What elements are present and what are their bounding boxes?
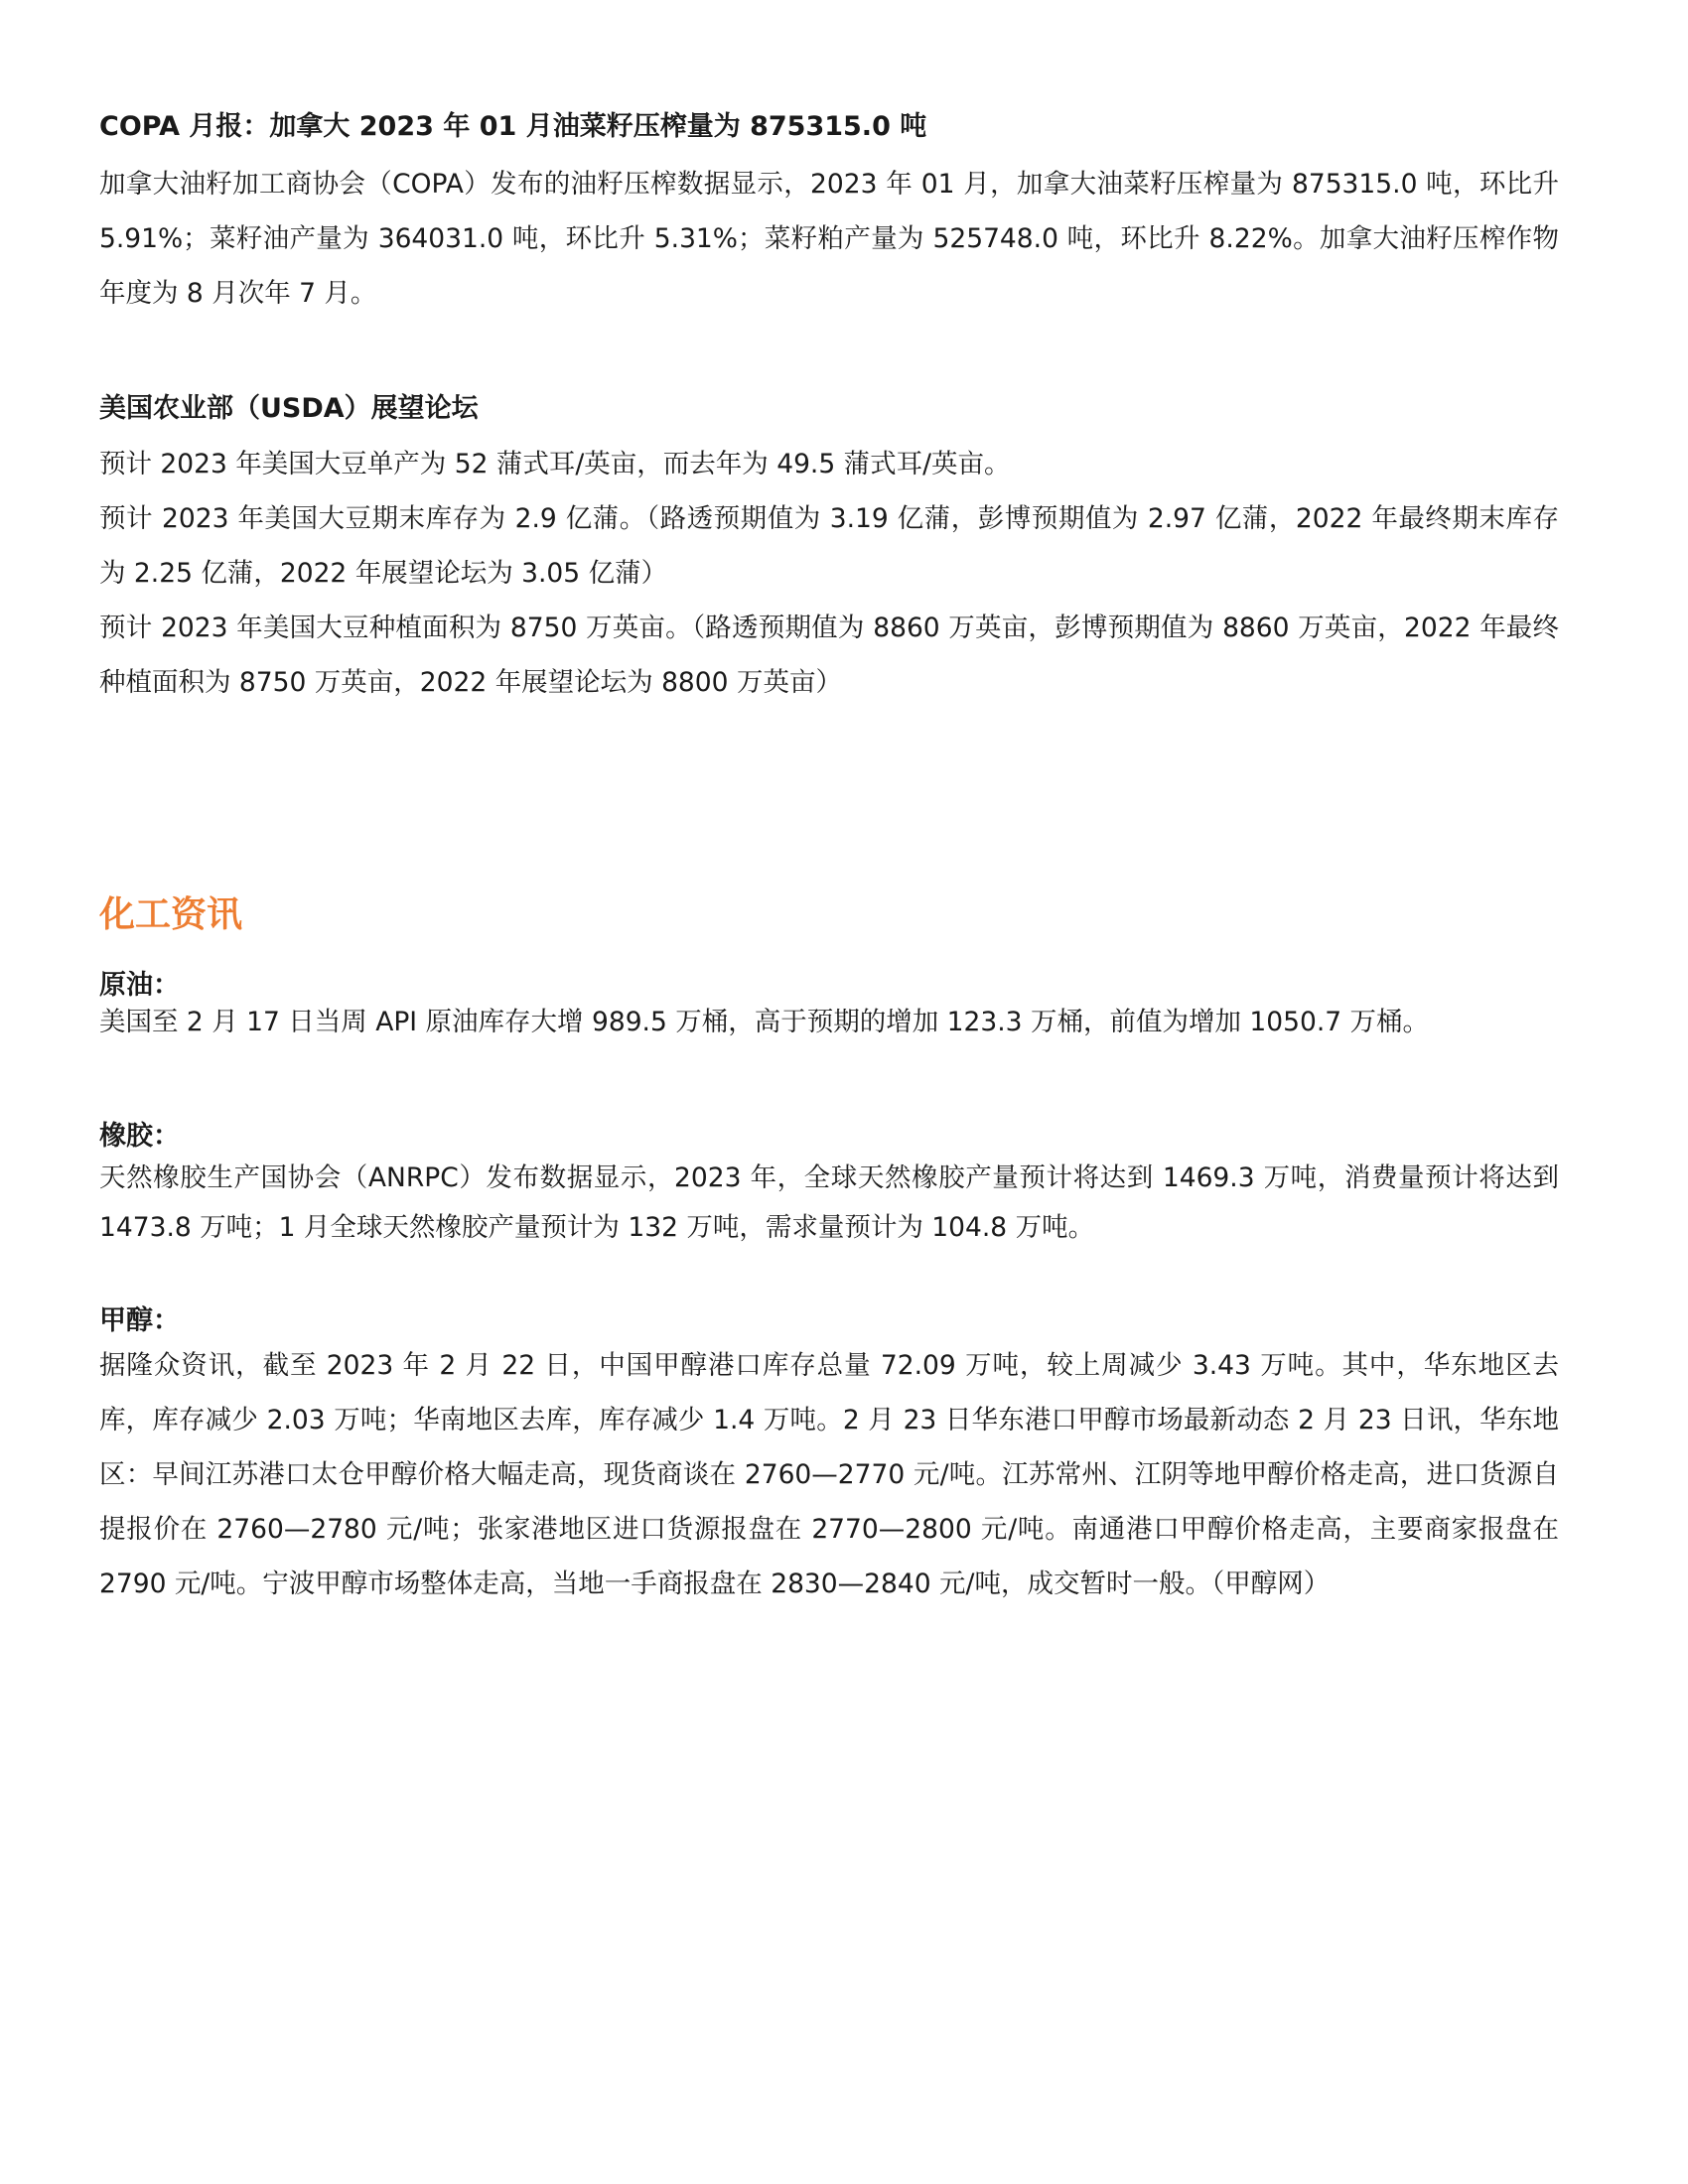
usda-paragraph-2: 预计 2023 年美国大豆期末库存为 2.9 亿蒲。（路透预期值为 3.19 亿蒲，彭博预期值为 2.97 亿蒲，2022 年最终期末库存为 2.25 亿蒲，2022 年展望论坛为 3.05 亿蒲） (99, 503, 1559, 589)
crude-oil-block (99, 969, 1559, 1042)
methanol-body: 据隆众资讯，截至 2023 年 2 月 22 日，中国甲醇港口库存总量 72.09 万吨，较上周减少 3.43 万吨。其中，华东地区去库，库存减少 2.03 万吨；华南地区去库，库存减少 1.4 万吨。2 月 23 日华东港口甲醇市场最新动态 2 月 23 日讯，华东地区：早间江苏港口太仓甲醇价格大幅走高，现货商谈在 2760—2770 元/吨。江苏常州、江阴等地甲醇价格走高，进口货源自提报价在 2760—2780 元/吨；张家港地区进口货源报盘在 2770—2800 元/吨。南通港口甲醇价格走高，主要商家报盘在 2790 元/吨。宁波甲醇市场整体走高，当地一手商报盘在 2830—2840 元/吨，成交暂时一般。（甲醇网） (99, 1350, 1559, 1599)
chemical-section (99, 891, 1559, 939)
usda-paragraph-1: 预计 2023 年美国大豆单产为 52 蒲式耳/英亩，而去年为 49.5 蒲式耳/英亩。 (99, 449, 1011, 479)
copa-body: 加拿大油籽加工商协会（COPA）发布的油籽压榨数据显示，2023 年 01 月，加拿大油菜籽压榨量为 875315.0 吨，环比升 5.91%；菜籽油产量为 364031.0 吨，环比升 5.31%；菜籽粕产量为 525748.0 吨，环比升 8.22%。加拿大油籽压榨作物年度为 8 月次年 7 月。 (99, 169, 1559, 309)
usda-heading: 美国农业部（USDA）展望论坛 (99, 393, 479, 424)
methanol-label: 甲醇： (99, 1305, 180, 1336)
usda-paragraph-3: 预计 2023 年美国大豆种植面积为 8750 万英亩。（路透预期值为 8860 万英亩，彭博预期值为 8860 万英亩，2022 年最终种植面积为 8750 万英亩，2022 年展望论坛为 8800 万英亩） (99, 613, 1559, 698)
copa-heading: COPA 月报：加拿大 2023 年 01 月油菜籽压榨量为 875315.0 吨 (99, 111, 927, 142)
rubber-block (99, 1120, 1559, 1253)
usda-section (99, 391, 1559, 427)
rubber-label: 橡胶： (99, 1121, 180, 1152)
methanol-block (99, 1304, 1559, 1611)
rubber-body: 天然橡胶生产国协会（ANRPC）发布数据显示，2023 年，全球天然橡胶产量预计将达到 1469.3 万吨，消费量预计将达到 1473.8 万吨；1 月全球天然橡胶产量预计为 132 万吨，需求量预计为 104.8 万吨。 (99, 1162, 1559, 1243)
chemical-section-title: 化工资讯 (99, 894, 243, 935)
crude-oil-label: 原油： (99, 970, 180, 1001)
copa-section (99, 109, 1559, 145)
copa-body-block (99, 157, 1559, 321)
usda-body-block (99, 437, 1559, 710)
crude-oil-body: 美国至 2 月 17 日当周 API 原油库存大增 989.5 万桶，高于预期的增加 123.3 万桶，前值为增加 1050.7 万桶。 (99, 1007, 1430, 1037)
